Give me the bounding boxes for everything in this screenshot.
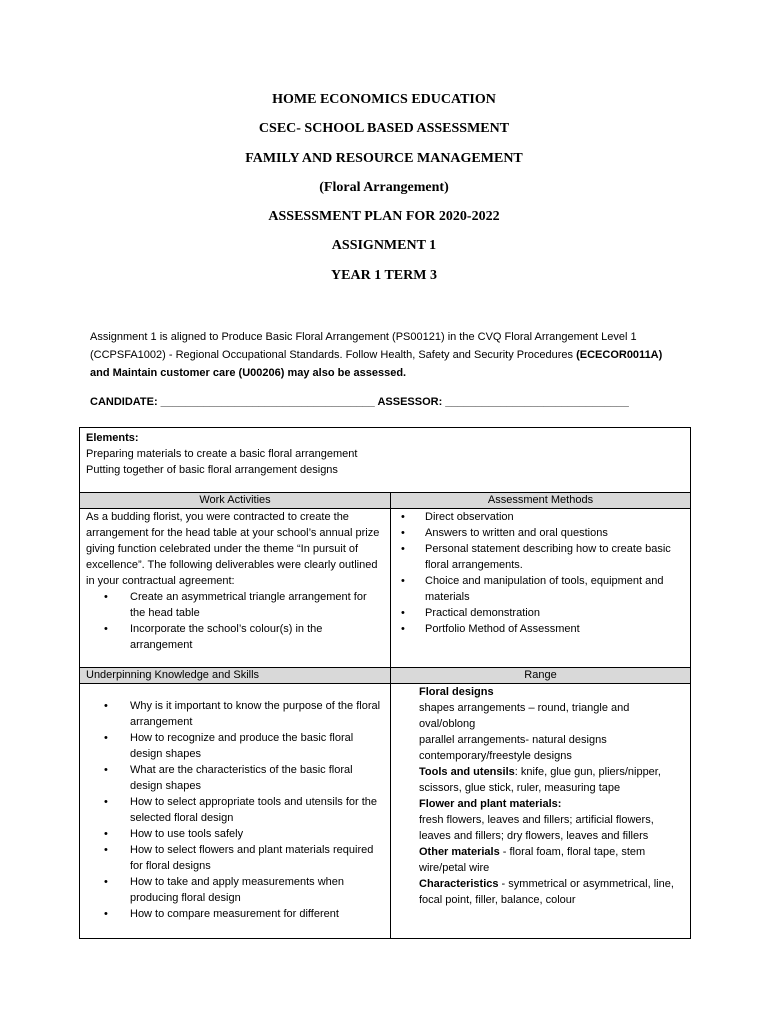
- title-assignment: ASSIGNMENT 1: [331, 238, 437, 254]
- header-work-activities: Work Activities: [80, 493, 391, 509]
- assessor-field: ASSESSOR: ______________________________: [377, 396, 629, 408]
- range-flower-text: fresh flowers, leaves and fillers; artificial flowers, leaves and fillers; dry flowers, leaves and fillers: [419, 814, 654, 842]
- list-item: • Why is it important to know the purpose of the floral arrangement: [86, 698, 384, 730]
- title-term: YEAR 1 TERM 3: [331, 267, 437, 283]
- methods-list: [397, 509, 684, 637]
- assessment-methods-cell: [391, 509, 691, 668]
- range-parallel: parallel arrangements- natural designs: [419, 734, 607, 746]
- list-item: • Create an asymmetrical triangle arrangement for the head table: [86, 589, 384, 621]
- range-tools-text: : knife, glue gun, pliers/nipper, scissors, glue stick, ruler, measuring tape: [419, 766, 661, 794]
- candidate-field: CANDIDATE: ___________________________________: [90, 396, 375, 408]
- header-range: Range: [391, 668, 691, 684]
- list-item: • Incorporate the school’s colour(s) in the arrangement: [86, 621, 384, 653]
- work-intro: As a budding florist, you were contracted to create the arrangement for the head table at your school’s annual prize giving function celebrated under the theme “In pursuit of excellence”. The following deliverables were clearly outlined in your contractual agreement:: [86, 511, 380, 587]
- work-list: [86, 589, 384, 653]
- range-other-text: - floral foam, floral tape, stem wire/petal wire: [419, 846, 646, 874]
- range-cell: [391, 684, 691, 939]
- elements-heading: Elements:: [86, 432, 139, 444]
- document-titles: [0, 92, 768, 297]
- header-assessment-methods: Assessment Methods: [391, 493, 691, 509]
- list-item: • How to recognize and produce the basic floral design shapes: [86, 730, 384, 762]
- list-item: • How to take and apply measurements when producing floral design: [86, 874, 384, 906]
- list-item: • Answers to written and oral questions: [397, 525, 684, 541]
- list-item: • Personal statement describing how to create basic floral arrangements.: [397, 541, 684, 573]
- list-item: • Portfolio Method of Assessment: [397, 621, 684, 637]
- title-subject: FAMILY AND RESOURCE MANAGEMENT: [245, 150, 523, 166]
- range-tools: [397, 764, 684, 796]
- knowledge-cell: [80, 684, 391, 939]
- list-item: • How to select appropriate tools and utensils for the selected floral design: [86, 794, 384, 826]
- work-activities-cell: [80, 509, 391, 668]
- intro-customer-care: and Maintain customer care (U00206) may also be assessed.: [90, 367, 407, 379]
- list-item: • Direct observation: [397, 509, 684, 525]
- list-item: • How to use tools safely: [86, 826, 384, 842]
- intro-code: (ECECOR0011A): [576, 349, 663, 361]
- list-item: • Choice and manipulation of tools, equipment and materials: [397, 573, 684, 605]
- range-other-label: Other materials: [419, 846, 500, 858]
- title-plan: ASSESSMENT PLAN FOR 2020-2022: [268, 209, 500, 225]
- range-char-label: Characteristics: [419, 878, 499, 890]
- title-assessment: CSEC- SCHOOL BASED ASSESSMENT: [258, 121, 510, 137]
- range-characteristics: [397, 876, 684, 908]
- title-department: HOME ECONOMICS EDUCATION: [272, 92, 496, 107]
- list-item: • How to select flowers and plant materials required for floral designs: [86, 842, 384, 874]
- elements-line: Putting together of basic floral arrangement designs: [86, 464, 338, 476]
- title-topic: (Floral Arrangement): [319, 179, 449, 195]
- knowledge-list: [86, 698, 384, 922]
- intro-text: Assignment 1 is aligned to Produce Basic Floral Arrangement (PS00121) in the CVQ Floral Arrangement Level 1 (CCPSFA1002) - Regional Occupational Standards. Follow Health, Safety and Security Procedures: [90, 331, 637, 361]
- list-item: • What are the characteristics of the basic floral design shapes: [86, 762, 384, 794]
- range-contemporary: contemporary/freestyle designs: [419, 750, 572, 762]
- list-item: • How to compare measurement for different: [86, 906, 384, 922]
- assessment-table: [79, 427, 691, 939]
- range-shapes: shapes arrangements – round, triangle and oval/oblong: [419, 702, 630, 730]
- range-other: [397, 844, 684, 876]
- range-flower-label: Flower and plant materials:: [419, 798, 562, 810]
- intro-paragraph: [90, 328, 690, 382]
- elements-line: Preparing materials to create a basic floral arrangement: [86, 448, 358, 460]
- candidate-line: [90, 396, 690, 408]
- list-item: • Practical demonstration: [397, 605, 684, 621]
- header-knowledge-skills: Underpinning Knowledge and Skills: [80, 668, 391, 684]
- range-tools-label: Tools and utensils: [419, 766, 515, 778]
- range-floral-designs-label: Floral designs: [419, 686, 494, 698]
- range-char-text: - symmetrical or asymmetrical, line, focal point, filler, balance, colour: [419, 878, 674, 906]
- elements-cell: [80, 428, 691, 493]
